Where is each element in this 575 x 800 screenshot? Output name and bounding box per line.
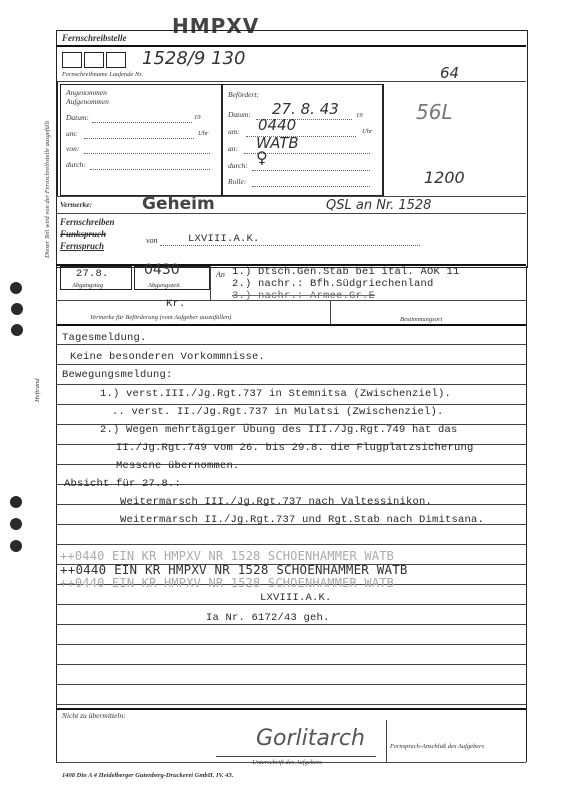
body-line: Weitermarsch III./Jg.Rgt.737 nach Valtessinikon. [120, 496, 433, 508]
forwarded-date-label: Datum: [228, 110, 251, 119]
header-stamp: HMPXV [172, 14, 260, 38]
received-year: 19 [194, 114, 201, 121]
dispatch-date: 27.8. [76, 268, 109, 280]
dispatch-time: 0430 [144, 262, 180, 278]
received-time-unit: Uhr [198, 130, 209, 137]
body-line: .. verst. II./Jg.Rgt.737 in Mulatsi (Zwischenziel). [112, 406, 444, 418]
sender-box [62, 52, 82, 68]
recipient-1: 1.) Dtsch.Gen.Stab bei ital. AOK 11 [232, 266, 460, 278]
teletype-line-ghost: ++0440 EIN KR HMPXV NR 1528 SCHOENHAMMER WATB [60, 576, 395, 590]
punch-hole [10, 496, 22, 508]
type-radio: Funkspruch [60, 229, 107, 239]
forwarded-handnote: 1200 [424, 168, 465, 187]
punch-hole [10, 282, 22, 294]
forwarded-role-label: Rolle: [228, 177, 247, 186]
type-telephone: Fernspruch [60, 241, 105, 251]
forwarded-via-label: durch: [228, 161, 248, 170]
header-title: Fernschreibstelle [62, 33, 127, 43]
punch-hole [11, 303, 23, 315]
body-line: Tagesmeldung. [62, 332, 147, 344]
forwarded-time-unit: Uhr [362, 128, 373, 135]
from-label: von [146, 236, 158, 245]
signature: Gorlitarch [256, 726, 365, 751]
fold-mark-text: Heftrand [34, 378, 41, 402]
corps-name: LXVIII.A.K. [260, 592, 332, 604]
secret-stamp: Geheim [142, 194, 215, 214]
received-subtitle: Aufgenommen [66, 97, 109, 106]
punch-hole [10, 518, 22, 530]
reference-number: Ia Nr. 6172/43 geh. [206, 612, 330, 624]
recipients-label: An [216, 270, 225, 279]
teletype-line: ++0440 EIN KR HMPXV NR 1528 SCHOENHAMMER WATB [60, 562, 408, 577]
margin-vertical-text: Dieser Teil wird von der Fernschreibstelle ausgefüllt [44, 120, 51, 258]
body-line: Weitermarsch II./Jg.Rgt.737 und Rgt.Stab nach Dimitsana. [120, 514, 485, 526]
remarks-label: Vermerke: [60, 200, 93, 209]
body-line: Bewegungsmeldung: [62, 369, 173, 381]
received-via-label: durch: [66, 160, 86, 169]
sender-box [106, 52, 126, 68]
destination-label: Bestimmungsort [400, 316, 443, 323]
forwarded-time: 0440 [258, 116, 297, 134]
sender-label: Fernschreibname Laufende Nr. [62, 71, 143, 78]
phone-label: Fernsprech-Anschluß des Aufgebers [390, 743, 485, 750]
teleprinter-form [56, 30, 526, 778]
handnote-right: 56L [416, 100, 453, 124]
forwarded-title: Befördert: [228, 90, 259, 99]
running-number: 1528/9 130 [142, 48, 246, 69]
type-teleprinter: Fernschreiben [60, 217, 115, 227]
received-title: Angenommen [66, 88, 107, 97]
forwarded-time-label: um: [228, 127, 240, 136]
forwarded-to: WATB [256, 134, 299, 152]
dispatch-date-label: Abgangstag [72, 282, 104, 289]
teletype-line-ghost: ++0440 EIN KR HMPXV NR 1528 SCHOENHAMMER WATB [60, 549, 395, 563]
priority: Kr. [166, 298, 186, 310]
received-date-label: Datum: [66, 113, 89, 122]
forwarded-to-label: an: [228, 144, 238, 153]
signature-label: Unterschrift des Aufgebers [252, 759, 322, 766]
from-unit: LXVIII.A.K. [188, 233, 260, 245]
received-from-label: von: [66, 144, 80, 153]
received-time-label: um: [66, 129, 78, 138]
forwarded-year: 19 [356, 112, 363, 119]
recipient-3: 3.) nachr.: Armee.Gr.E [232, 290, 376, 302]
body-line: 2.) Wegen mehrtägiger Übung des III./Jg.Rgt.749 hat das [100, 424, 458, 436]
not-transmit-label: Nicht zu übermitteln: [62, 711, 126, 720]
printer-imprint: 1408 Din A 4 Heidelberger Gutenberg-Druckerei GmbH. IV. 43. [62, 772, 234, 779]
punch-hole [11, 324, 23, 336]
recipient-2: 2.) nachr.: Bfh.Südgriechenland [232, 278, 434, 290]
body-line: Messene übernommen. [116, 460, 240, 472]
page-number: 64 [440, 64, 460, 82]
forwarded-via-mark: ♀ [256, 148, 268, 167]
dispatch-time-label: Abgangszeit [148, 282, 180, 289]
forwarded-date: 27. 8. 43 [272, 100, 339, 118]
body-line: Keine besonderen Vorkommnisse. [70, 351, 266, 363]
sender-box [84, 52, 104, 68]
punch-hole [10, 540, 22, 552]
remarks-note: QSL an Nr. 1528 [326, 198, 432, 213]
body-line: 1.) verst.III./Jg.Rgt.737 in Stemnitsa (Zwischenziel). [100, 388, 452, 400]
body-line: Absicht für 27.8.: [64, 478, 182, 490]
body-line: II./Jg.Rgt.749 vom 26. bis 29.8. die Flugplatzsicherung [116, 442, 474, 454]
dispatch-note-label: Vermerke für Beförderung (vom Aufgeber auszufüllen) [90, 314, 232, 321]
